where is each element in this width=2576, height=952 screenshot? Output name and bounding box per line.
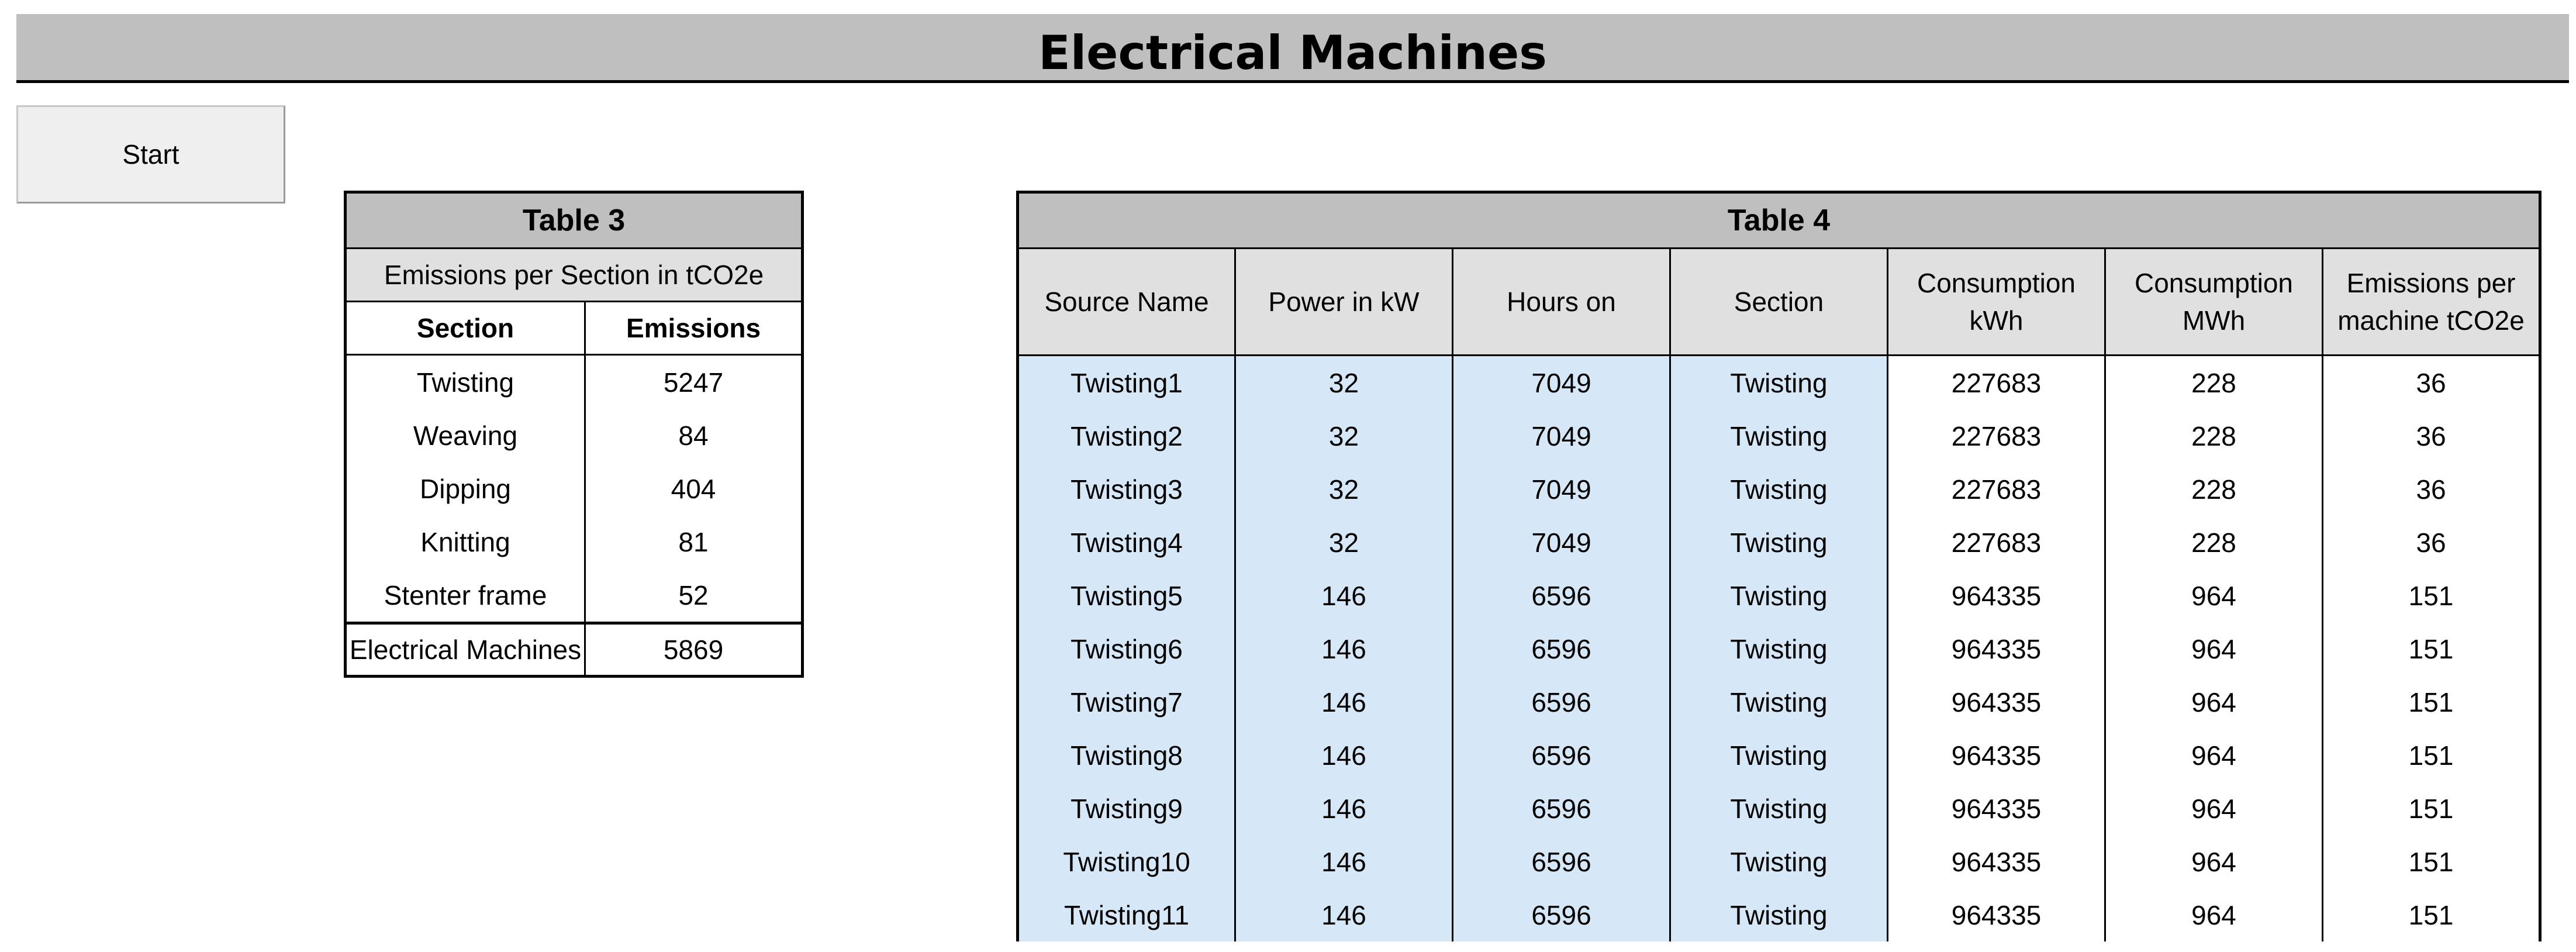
emissions-per-machine-cell[interactable]: 151 — [2408, 899, 2454, 930]
column-header-source-name: Source Name — [1018, 249, 1235, 356]
column-header-section: Section — [1670, 249, 1888, 356]
table-4 — [1016, 191, 2542, 941]
hours-on-cell[interactable]: 7049 — [1453, 409, 1670, 463]
table-row — [1018, 463, 2540, 516]
source-name-cell[interactable]: Twisting2 — [1018, 409, 1235, 463]
power-kw-cell[interactable]: 32 — [1235, 463, 1453, 516]
source-name-cell[interactable]: Twisting5 — [1018, 569, 1235, 622]
source-name-cell[interactable]: Twisting9 — [1018, 782, 1235, 835]
column-header-emissions: Emissions — [585, 302, 803, 355]
hours-on-cell[interactable]: 6596 — [1453, 782, 1670, 835]
power-kw-cell[interactable]: 146 — [1235, 675, 1453, 729]
source-name-cell[interactable]: Twisting1 — [1018, 356, 1235, 410]
emissions-per-machine-cell[interactable]: 151 — [2408, 580, 2454, 611]
table-3-subtitle: Emissions per Section in tCO2e — [346, 249, 803, 302]
source-name-cell[interactable]: Twisting8 — [1018, 729, 1235, 782]
hours-on-cell[interactable]: 6596 — [1453, 622, 1670, 675]
emissions-per-machine-cell[interactable]: 151 — [2408, 846, 2454, 877]
section-cell[interactable]: Weaving — [346, 409, 585, 462]
consumption-mwh-cell[interactable]: 228 — [2105, 516, 2323, 569]
consumption-kwh-cell[interactable]: 964335 — [1888, 835, 2105, 888]
emissions-cell[interactable]: 404 — [671, 473, 716, 504]
table-row — [346, 409, 803, 462]
column-header-power-kw: Power in kW — [1235, 249, 1453, 356]
power-kw-cell[interactable]: 32 — [1235, 516, 1453, 569]
consumption-mwh-cell[interactable]: 964 — [2105, 835, 2323, 888]
emissions-cell[interactable]: 5247 — [663, 367, 724, 398]
consumption-kwh-cell[interactable]: 227683 — [1888, 409, 2105, 463]
source-name-cell[interactable]: Twisting4 — [1018, 516, 1235, 569]
table-row — [346, 462, 803, 515]
consumption-mwh-cell[interactable]: 964 — [2105, 729, 2323, 782]
table-row — [1018, 675, 2540, 729]
section-cell[interactable]: Twisting — [1670, 888, 1888, 941]
hours-on-cell[interactable]: 6596 — [1453, 888, 1670, 941]
emissions-cell[interactable]: 52 — [678, 580, 709, 610]
column-header-consumption-mwh: Consumption MWh — [2105, 249, 2323, 356]
power-kw-cell[interactable]: 32 — [1235, 409, 1453, 463]
table-row — [1018, 835, 2540, 888]
hours-on-cell[interactable]: 7049 — [1453, 516, 1670, 569]
power-kw-cell[interactable]: 146 — [1235, 729, 1453, 782]
table-row — [1018, 409, 2540, 463]
table-row — [346, 568, 803, 623]
hours-on-cell[interactable]: 6596 — [1453, 675, 1670, 729]
consumption-mwh-cell[interactable]: 228 — [2105, 409, 2323, 463]
hours-on-cell[interactable]: 6596 — [1453, 569, 1670, 622]
column-header-hours-on: Hours on — [1453, 249, 1670, 356]
emissions-per-machine-cell[interactable]: 151 — [2408, 740, 2454, 771]
section-cell[interactable]: Dipping — [346, 462, 585, 515]
section-cell[interactable]: Knitting — [346, 515, 585, 568]
emissions-per-machine-cell[interactable]: 151 — [2408, 687, 2454, 718]
consumption-kwh-cell[interactable]: 964335 — [1888, 675, 2105, 729]
total-row — [346, 623, 803, 677]
consumption-kwh-cell[interactable]: 227683 — [1888, 356, 2105, 410]
section-cell[interactable]: Twisting — [346, 355, 585, 409]
consumption-kwh-cell[interactable]: 964335 — [1888, 622, 2105, 675]
column-header-consumption-kwh: Consumption kWh — [1888, 249, 2105, 356]
table-4-caption: Table 4 — [1018, 192, 2540, 249]
source-name-cell[interactable]: Twisting11 — [1018, 888, 1235, 941]
consumption-kwh-cell[interactable]: 964335 — [1888, 729, 2105, 782]
consumption-kwh-cell[interactable]: 227683 — [1888, 463, 2105, 516]
consumption-mwh-cell[interactable]: 964 — [2105, 569, 2323, 622]
hours-on-cell[interactable]: 7049 — [1453, 356, 1670, 410]
section-cell[interactable]: Twisting — [1670, 569, 1888, 622]
power-kw-cell[interactable]: 146 — [1235, 835, 1453, 888]
power-kw-cell[interactable]: 146 — [1235, 782, 1453, 835]
total-value-cell[interactable]: 5869 — [585, 623, 803, 677]
consumption-mwh-cell[interactable]: 964 — [2105, 622, 2323, 675]
consumption-mwh-cell[interactable]: 228 — [2105, 356, 2323, 410]
section-cell[interactable]: Twisting — [1670, 516, 1888, 569]
emissions-per-machine-cell[interactable]: 151 — [2408, 633, 2454, 664]
total-label-cell[interactable]: Electrical Machines — [346, 623, 585, 677]
section-cell[interactable]: Twisting — [1670, 356, 1888, 410]
power-kw-cell[interactable]: 146 — [1235, 622, 1453, 675]
emissions-per-machine-cell[interactable]: 36 — [2416, 420, 2446, 451]
table-row — [1018, 356, 2540, 410]
consumption-mwh-cell[interactable]: 964 — [2105, 888, 2323, 941]
emissions-cell[interactable]: 81 — [678, 526, 709, 557]
page-title: Electrical Machines — [1038, 26, 1547, 80]
consumption-kwh-cell[interactable]: 227683 — [1888, 516, 2105, 569]
source-name-cell[interactable]: Twisting7 — [1018, 675, 1235, 729]
column-header-emissions-per-machine: Emissions per machine tCO2e — [2323, 249, 2540, 356]
consumption-mwh-cell[interactable]: 228 — [2105, 463, 2323, 516]
section-cell[interactable]: Twisting — [1670, 675, 1888, 729]
column-header-section: Section — [346, 302, 585, 355]
consumption-mwh-cell[interactable]: 964 — [2105, 782, 2323, 835]
table-row — [1018, 729, 2540, 782]
hours-on-cell[interactable]: 7049 — [1453, 463, 1670, 516]
section-cell[interactable]: Twisting — [1670, 729, 1888, 782]
table-row — [1018, 569, 2540, 622]
power-kw-cell[interactable]: 146 — [1235, 888, 1453, 941]
table-3 — [344, 191, 804, 678]
emissions-per-machine-cell[interactable]: 36 — [2416, 367, 2446, 398]
power-kw-cell[interactable]: 32 — [1235, 356, 1453, 410]
emissions-per-machine-cell[interactable]: 36 — [2416, 474, 2446, 505]
table-row — [1018, 516, 2540, 569]
section-cell[interactable]: Stenter frame — [346, 568, 585, 623]
table-row — [1018, 888, 2540, 941]
emissions-per-machine-cell[interactable]: 36 — [2416, 527, 2446, 558]
table-row — [1018, 782, 2540, 835]
section-cell[interactable]: Twisting — [1670, 463, 1888, 516]
source-name-cell[interactable]: Twisting10 — [1018, 835, 1235, 888]
table-row — [346, 355, 803, 409]
table-row — [346, 515, 803, 568]
consumption-kwh-cell[interactable]: 964335 — [1888, 569, 2105, 622]
hours-on-cell[interactable]: 6596 — [1453, 835, 1670, 888]
source-name-cell[interactable]: Twisting3 — [1018, 463, 1235, 516]
title-bar — [16, 14, 2569, 83]
power-kw-cell[interactable]: 146 — [1235, 569, 1453, 622]
section-cell[interactable]: Twisting — [1670, 835, 1888, 888]
source-name-cell[interactable]: Twisting6 — [1018, 622, 1235, 675]
table-row — [1018, 622, 2540, 675]
section-cell[interactable]: Twisting — [1670, 409, 1888, 463]
hours-on-cell[interactable]: 6596 — [1453, 729, 1670, 782]
consumption-kwh-cell[interactable]: 964335 — [1888, 888, 2105, 941]
section-cell[interactable]: Twisting — [1670, 782, 1888, 835]
consumption-kwh-cell[interactable]: 964335 — [1888, 782, 2105, 835]
consumption-mwh-cell[interactable]: 964 — [2105, 675, 2323, 729]
emissions-cell[interactable]: 84 — [678, 420, 709, 451]
table-3-caption: Table 3 — [346, 192, 803, 249]
emissions-per-machine-cell[interactable]: 151 — [2408, 793, 2454, 824]
section-cell[interactable]: Twisting — [1670, 622, 1888, 675]
start-button[interactable]: Start — [16, 105, 285, 203]
